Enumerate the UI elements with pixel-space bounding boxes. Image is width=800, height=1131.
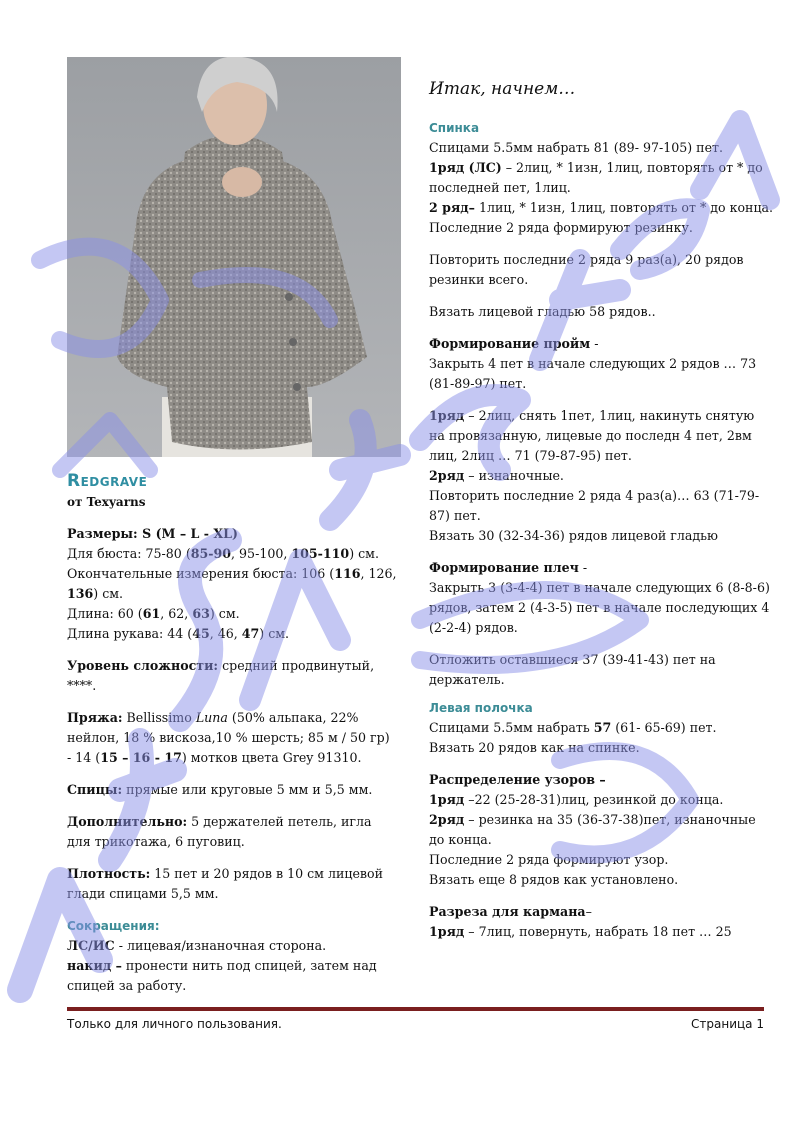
final-bust: Окончательные измерения бюста: 106 (116, 126, 136) см. xyxy=(67,566,397,601)
distribution-line-2: 2ряд – резинка на 35 (36-37-38)пет, изнаночные до конца. xyxy=(429,812,756,847)
armhole-line-3: 2ряд – изнаночные. xyxy=(429,468,564,483)
difficulty: Уровень сложности: средний продвинутый, ****. xyxy=(67,658,375,693)
left-front-heading: Левая полочка xyxy=(429,701,533,715)
back-heading: Спинка xyxy=(429,121,480,135)
footer xyxy=(67,1017,764,1031)
extras: Дополнительно: 5 держателей петель, игла для трикотажа, 6 пуговиц. xyxy=(67,814,372,849)
back-line-6: Вязать лицевой гладью 58 рядов.. xyxy=(429,304,656,319)
left-front-line-2: Вязать 20 рядов как на спинке. xyxy=(429,740,640,755)
model-photo xyxy=(67,57,401,457)
abbreviations-heading: Сокращения: xyxy=(67,919,160,933)
back-line-5: Повторить последние 2 ряда 9 раз(а), 20 рядов резинки всего. xyxy=(429,252,744,287)
pattern-distribution-heading: Распределение узоров – xyxy=(429,772,606,787)
model-photo-illustration xyxy=(67,57,401,457)
shoulder-line-1: Закрыть 3 (3-4-4) пет в начале следующих 6 (8-8-6) рядов, затем 2 (4-3-5) пет в начале последующих 4 (2-2-4) рядов. xyxy=(429,580,770,635)
distribution-line-1: 1ряд –22 (25-28-31)лиц, резинкой до конца. xyxy=(429,792,724,807)
armhole-line-2: 1ряд – 2лиц, снять 1пет, 1лиц, накинуть снятую на провязанную, лицевые до последн 4 пет, 2вм лиц, 2лиц … 71 (79-87-95) пет. xyxy=(429,408,755,463)
sizes: Размеры: S (M – L - XL) xyxy=(67,526,238,541)
distribution-line-3: Последние 2 ряда формируют узор. xyxy=(429,852,669,867)
shoulder-line-2: Отложить оставшиеся 37 (39-41-43) пет на держатель. xyxy=(429,652,716,687)
back-line-3: 2 ряд– 1лиц, * 1изн, 1лиц, повторять от * до конца. xyxy=(429,200,774,215)
sleeve-length: Длина рукава: 44 (45, 46, 47) см. xyxy=(67,626,290,641)
back-line-1: Спицами 5.5мм набрать 81 (89- 97-105) пет. xyxy=(429,140,724,155)
left-front-line-1: Спицами 5.5мм набрать 57 (61- 65-69) пет. xyxy=(429,720,717,735)
length: Длина: 60 (61, 62, 63) см. xyxy=(67,606,240,621)
yarn: Пряжа: Bellissimo Luna (50% альпака, 22% нейлон, 18 % вискоза,10 % шерсть; 85 м / 50 гр) - 14 (15 – 16 - 17) мотков цвета Grey 91310. xyxy=(67,710,390,765)
author: от Texyarns xyxy=(67,495,146,509)
footer-note: Только для личного пользования. xyxy=(67,1017,282,1031)
bust: Для бюста: 75-80 (85-90, 95-100, 105-110) см. xyxy=(67,546,379,561)
shoulder-heading: Формирование плеч - xyxy=(429,560,588,575)
pattern-title: Redgrave xyxy=(67,471,148,491)
distribution-line-4: Вязать еще 8 рядов как установлено. xyxy=(429,872,679,887)
armhole-line-5: Вязать 30 (32-34-36) рядов лицевой гладью xyxy=(429,528,718,543)
abbr-rs-ws: ЛС/ИС - лицевая/изнаночная сторона. xyxy=(67,938,327,953)
right-column xyxy=(429,78,774,942)
gauge: Плотность: 15 пет и 20 рядов в 10 см лицевой глади спицами 5,5 мм. xyxy=(67,866,383,901)
page-number: Страница 1 xyxy=(691,1017,764,1031)
pocket-heading: Разреза для кармана– xyxy=(429,904,592,919)
back-line-2: 1ряд (ЛС) – 2лиц, * 1изн, 1лиц, повторять от * до последней пет, 1лиц. xyxy=(429,160,763,195)
needles: Спицы: прямые или круговые 5 мм и 5,5 мм. xyxy=(67,782,373,797)
abbr-yarn-over: накид – пронести нить под спицей, затем над спицей за работу. xyxy=(67,958,377,993)
armhole-line-4: Повторить последние 2 ряда 4 раз(а)… 63 (71-79-87) пет. xyxy=(429,488,760,523)
footer-rule xyxy=(67,1007,764,1011)
armhole-line-1: Закрыть 4 пет в начале следующих 2 рядов … 73 (81-89-97) пет. xyxy=(429,356,757,391)
left-column xyxy=(67,470,397,996)
start-heading: Итак, начнем… xyxy=(429,79,576,99)
back-line-4: Последние 2 ряда формируют резинку. xyxy=(429,220,693,235)
pocket-line-1: 1ряд – 7лиц, повернуть, набрать 18 пет … 25 xyxy=(429,924,732,939)
armhole-heading: Формирование пройм - xyxy=(429,336,599,351)
